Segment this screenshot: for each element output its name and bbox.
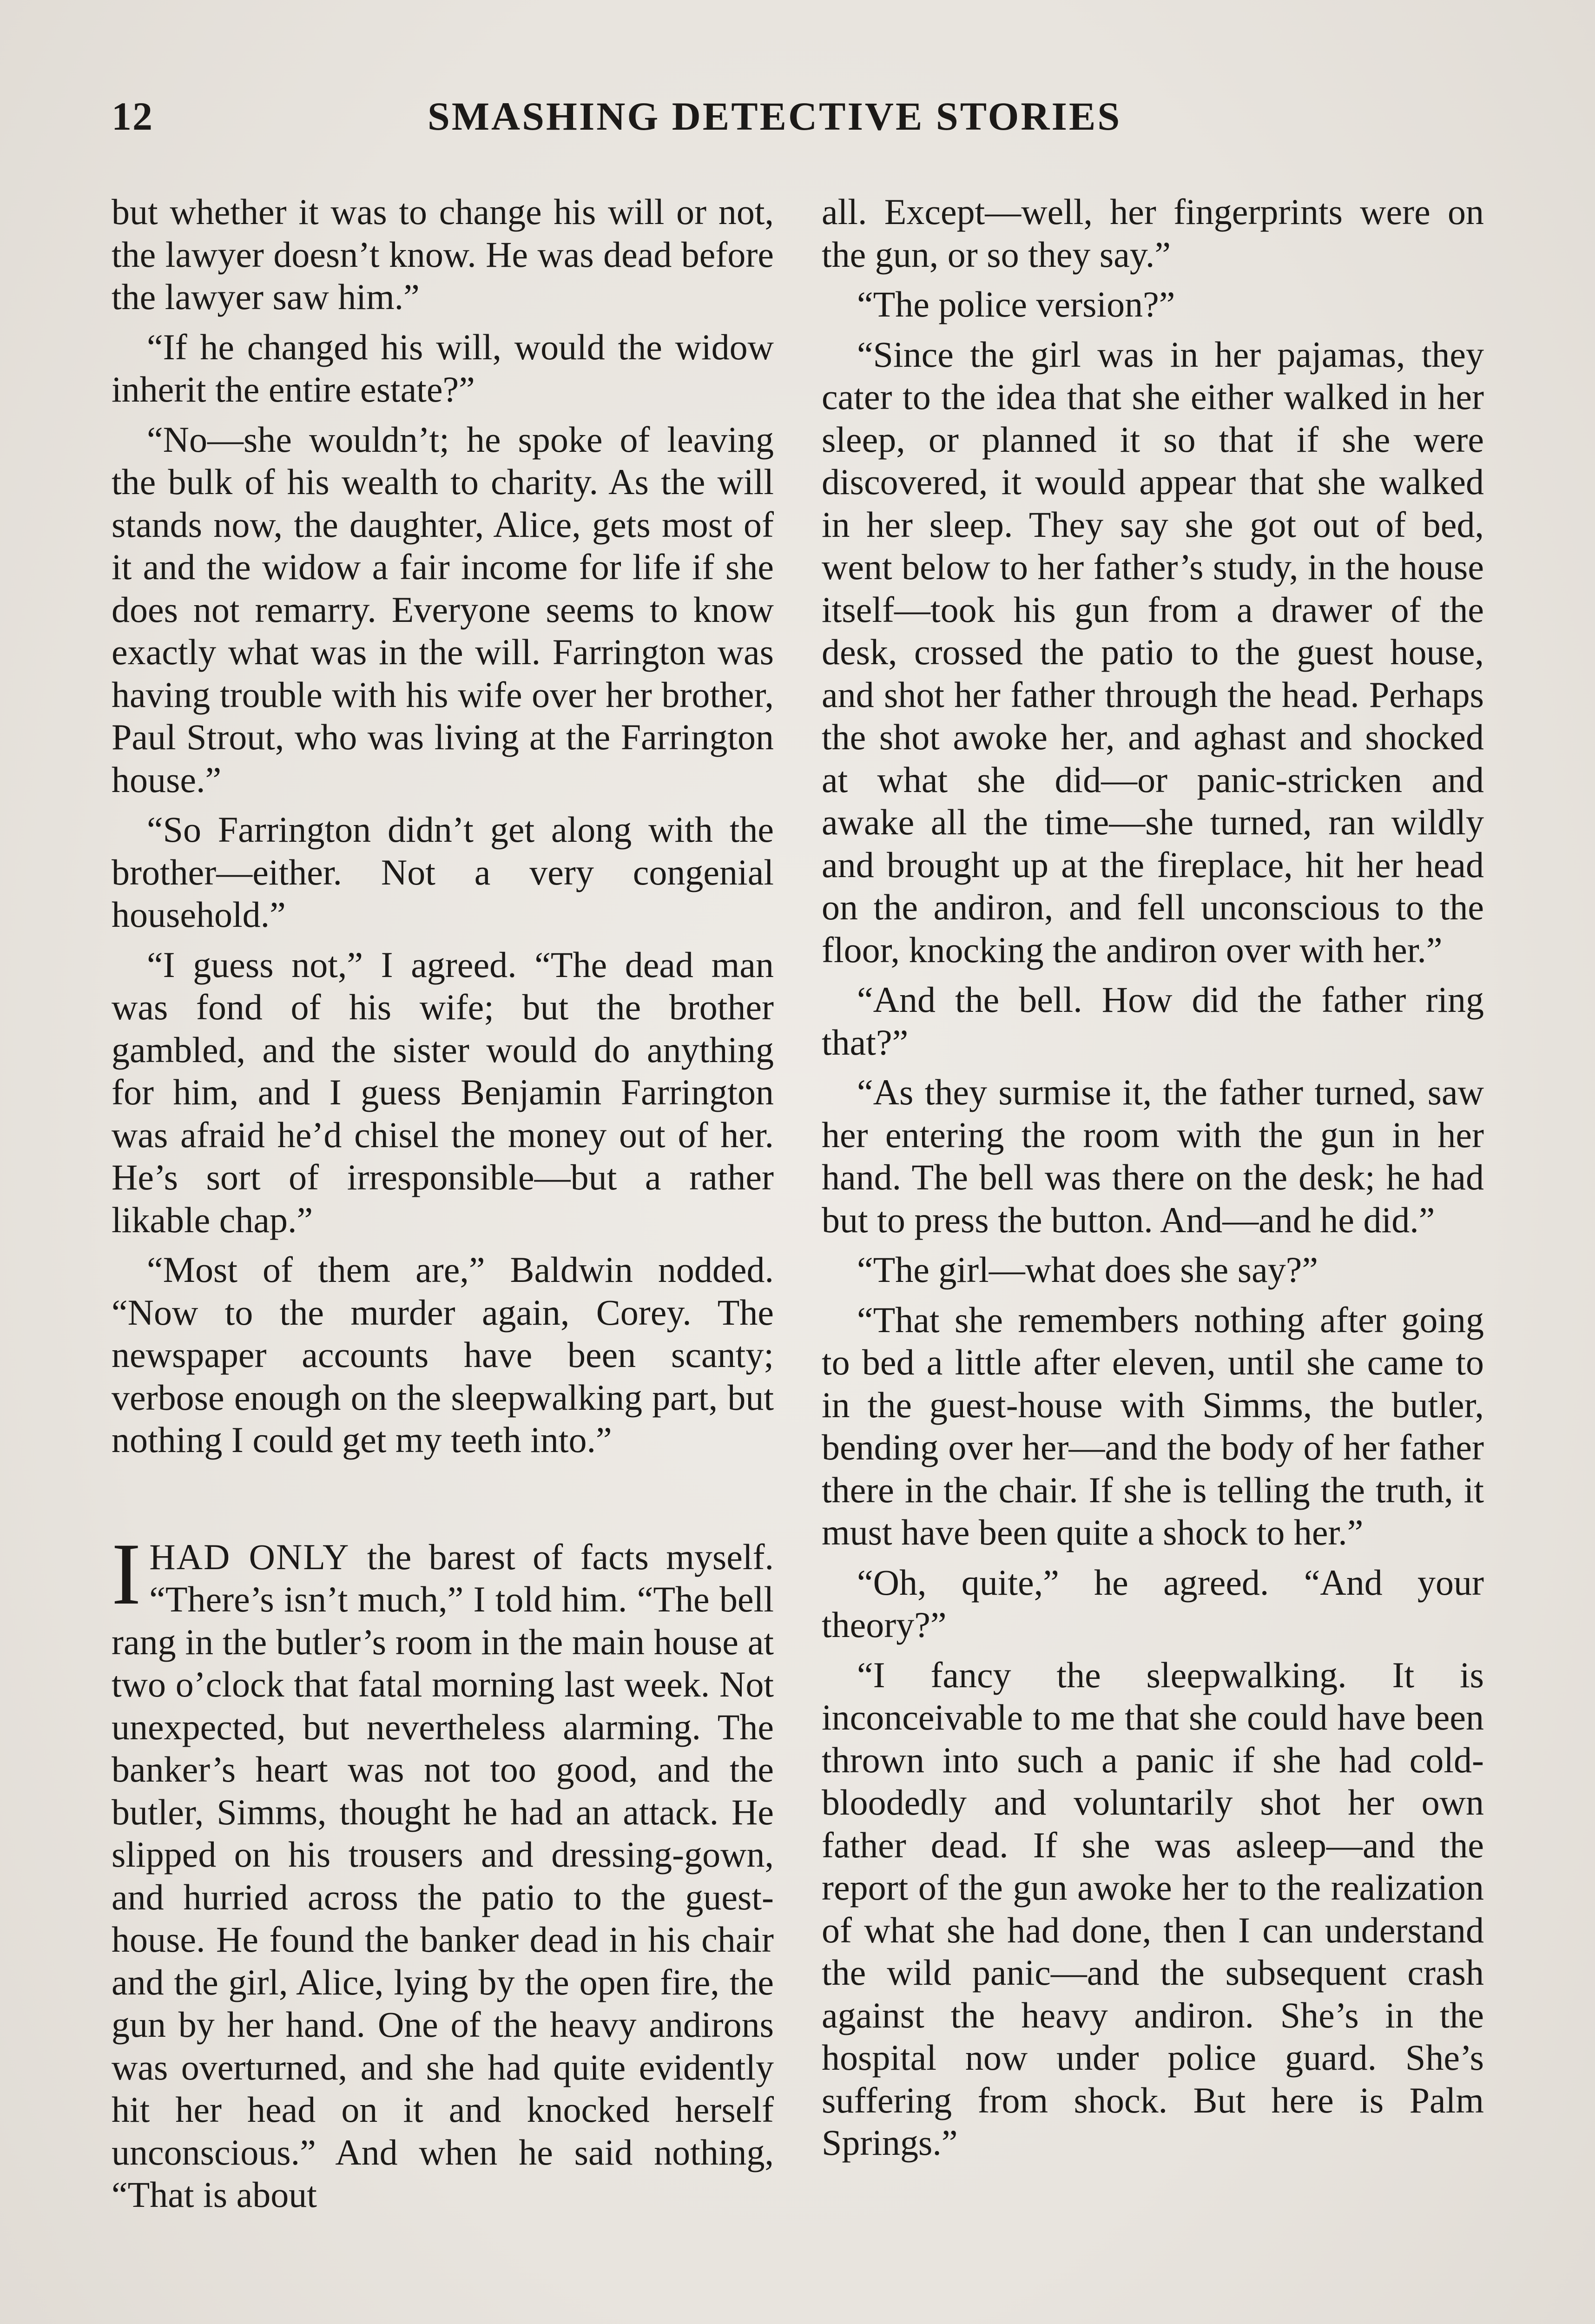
- paragraph: “I guess not,” I agreed. “The dead man was fond of his wife; but the brother gambled, and the sister would do anything for him, and I guess Benjamin Farrington was afraid he’d chisel the money out of her. He’s sort of irresponsible—but a rather likable chap.”: [112, 944, 774, 1240]
- left-column: [112, 191, 774, 2224]
- paragraph: “And the bell. How did the father ring that?”: [822, 979, 1484, 1063]
- paragraph: “The girl—what does she say?”: [857, 1249, 1318, 1290]
- small-caps-lead: HAD ONLY: [149, 1536, 350, 1577]
- paragraph: “If he changed his will, would the widow inherit the entire estate?”: [112, 326, 774, 409]
- drop-cap: I: [112, 1525, 141, 1623]
- paragraph: “As they surmise it, the father turned, saw her entering the room with the gun in her hand. The bell was there on the desk; he had but to press the button. And—and he did.”: [822, 1072, 1484, 1240]
- page-number: 12: [112, 94, 153, 139]
- paragraph: “Most of them are,” Baldwin nodded. “Now to the murder again, Corey. The newspaper accounts have been scanty; verbose enough on the sleepwalking part, but nothing I could get my teeth into.”: [112, 1249, 774, 1460]
- paragraph: but whether it was to change his will or not, the lawyer doesn’t know. He was dead before the lawyer saw him.”: [112, 191, 774, 317]
- paragraph: “I fancy the sleepwalking. It is inconceivable to me that she could have been thrown into such a panic if she had cold-bloodedly and voluntarily shot her own father dead. If she was asleep—and the report of the gun awoke her to the realization of what she had done, then I can understand the wild panic—and the subsequent crash against the heavy andiron. She’s in the hospital now under police guard. She’s suffering from shock. But here is Palm Springs.”: [822, 1654, 1484, 2163]
- paragraph: “So Farrington didn’t get along with the brother—either. Not a very congenial household.”: [112, 809, 774, 935]
- paragraph: “The police version?”: [857, 284, 1175, 324]
- paragraph: all. Except—well, her fingerprints were on the gun, or so they say.”: [822, 191, 1484, 275]
- running-head: SMASHING DETECTIVE STORIES: [428, 94, 1122, 139]
- page-header: [112, 93, 1483, 144]
- section-opening-paragraph: [112, 1525, 774, 2216]
- paragraph-text: the barest of facts myself. “There’s isn’t much,” I told him. “The bell rang in the butler’s room in the main house at two o’clock that fatal morning last week. Not unexpected, but nevertheless alarming. The banker’s heart was not too good, and the butler, Simms, thought he had an attack. He slipped on his trousers and dressing-gown, and hurried across the patio to the guest-house. He found the banker dead in his chair and the girl, Alice, lying by the open fire, the gun by her hand. One of the heavy andirons was overturned, and she had quite evidently hit her head on it and knocked herself unconscious.” And when he said nothing, “That is about: [112, 1536, 774, 2215]
- paragraph: “Since the girl was in her pajamas, they cater to the idea that she either walked in her sleep, or planned it so that if she were discovered, it would appear that she walked in her sleep. They say she got out of bed, went below to her father’s study, in the house itself—took his gun from a drawer of the desk, crossed the patio to the guest house, and shot her father through the head. Perhaps the shot awoke her, and aghast and shocked at what she did—or panic-stricken and awake all the time—she turned, ran wildly and brought up at the fireplace, hit her head on the andiron, and fell unconscious to the floor, knocking the andiron over with her.”: [822, 334, 1484, 970]
- right-column: [822, 191, 1484, 2172]
- paragraph: “No—she wouldn’t; he spoke of leaving the bulk of his wealth to charity. As the will stands now, the daughter, Alice, gets most of it and the widow a fair income for life if she does not remarry. Everyone seems to know exactly what was in the will. Farrington was having trouble with his wife over her brother, Paul Strout, who was living at the Farrington house.”: [112, 419, 774, 800]
- paragraph: “That she remembers nothing after going to bed a little after eleven, until she came to in the guest-house with Simms, the butler, bending over her—and the body of her father there in the chair. If she is telling the truth, it must have been quite a shock to her.”: [822, 1299, 1484, 1552]
- paragraph: “Oh, quite,” he agreed. “And your theory?”: [822, 1562, 1484, 1645]
